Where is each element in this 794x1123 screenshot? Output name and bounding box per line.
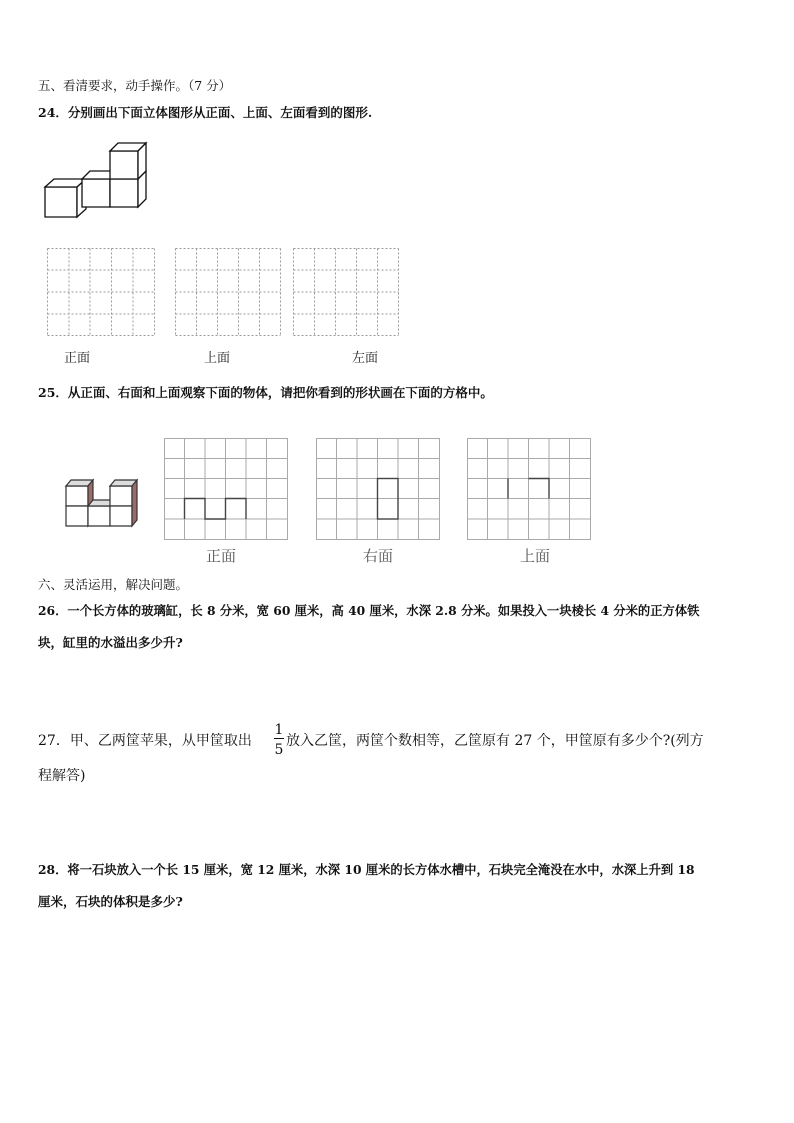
q24-grid-top[interactable] xyxy=(175,248,281,336)
q25-grid-top[interactable] xyxy=(467,438,591,540)
q25-block-figure xyxy=(62,474,142,530)
q24-grid-front[interactable] xyxy=(47,248,155,336)
q25-label-top: 上面 xyxy=(520,547,551,565)
q25-grid-right[interactable] xyxy=(316,438,440,540)
q27-fraction-numerator: 1 xyxy=(274,722,284,738)
question-25-text: 25．从正面、右面和上面观察下面的物体，请把你看到的形状画在下面的方格中。 xyxy=(38,385,493,400)
q24-label-top: 上面 xyxy=(204,351,231,366)
question-27-after-fraction: 放入乙筐，两筐个数相等，乙筐原有 27 个，甲筐原有多少个?(列方 xyxy=(286,733,704,749)
question-28-line-2: 厘米，石块的体积是多少? xyxy=(38,894,183,909)
section-6-heading: 六、灵活运用，解决问题。 xyxy=(38,577,189,592)
q27-fraction-denominator: 5 xyxy=(274,742,284,758)
question-27-before-fraction: 27．甲、乙两筐苹果，从甲筐取出 xyxy=(38,733,252,749)
question-26-line-2: 块，缸里的水溢出多少升? xyxy=(38,635,183,650)
q24-cube-figure xyxy=(40,140,160,220)
question-27-line-2: 程解答) xyxy=(38,768,86,784)
question-28-line-1: 28．将一石块放入一个长 15 厘米，宽 12 厘米，水深 10 厘米的长方体水槽中，石块完全淹没在水中，水深上升到 18 xyxy=(38,862,695,877)
q25-label-right: 右面 xyxy=(363,547,394,565)
q24-label-left: 左面 xyxy=(352,351,379,366)
section-5-heading: 五、看清要求，动手操作。（7 分） xyxy=(38,78,232,93)
q24-label-front: 正面 xyxy=(64,351,91,366)
question-24-text: 24．分别画出下面立体图形从正面、上面、左面看到的图形. xyxy=(38,105,373,120)
question-26-line-1: 26．一个长方体的玻璃缸，长 8 分米，宽 60 厘米，高 40 厘米，水深 2.8 分米。如果投入一块棱长 4 分米的正方体铁 xyxy=(38,603,700,618)
q25-label-front: 正面 xyxy=(206,547,237,565)
q27-fraction-bar xyxy=(274,738,284,739)
q25-grid-front[interactable] xyxy=(164,438,288,540)
q24-grid-left[interactable] xyxy=(293,248,399,336)
